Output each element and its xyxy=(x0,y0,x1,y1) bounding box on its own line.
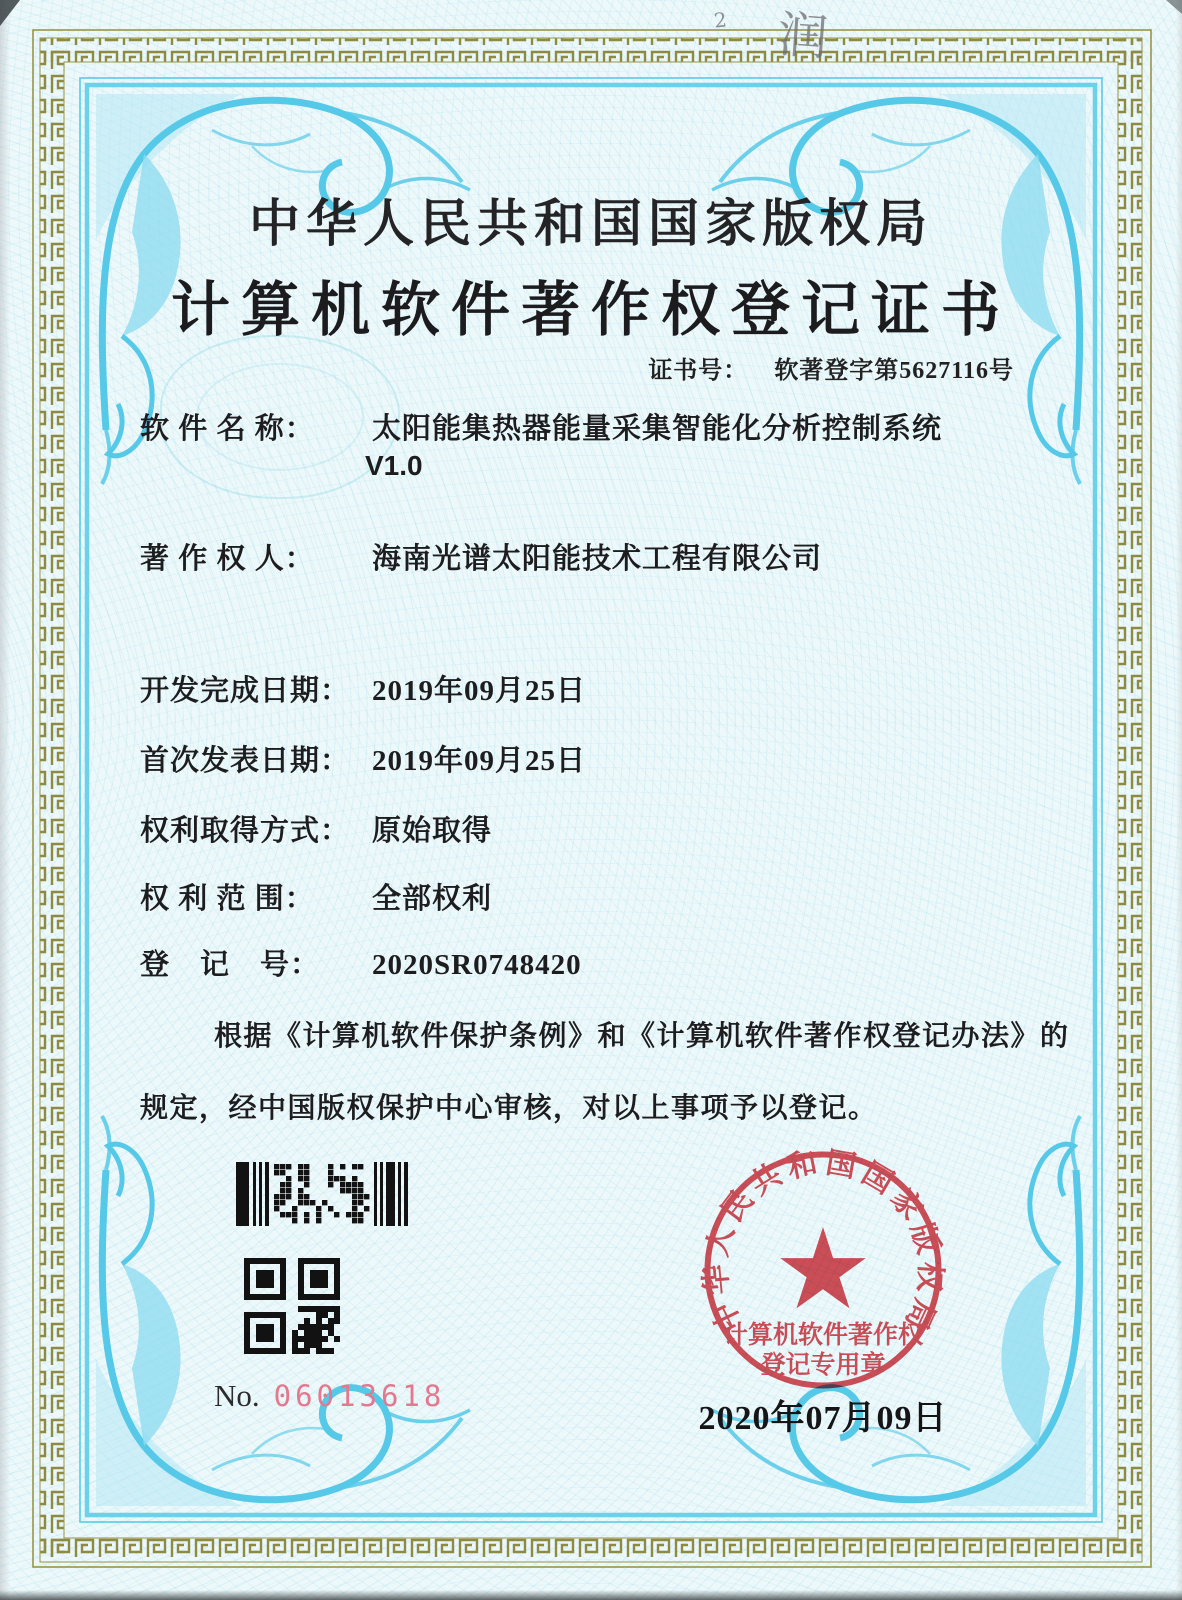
seal-text-line1: 计算机软件著作权 xyxy=(722,1321,924,1349)
field-value: 2020SR0748420 xyxy=(372,949,582,981)
field-label: 软 件 名 称： xyxy=(140,413,315,445)
red-star-icon xyxy=(780,1227,866,1308)
document-title: 计算机软件著作权登记证书 xyxy=(170,277,1011,343)
handwritten-note: 2 xyxy=(712,7,728,33)
statement-line-2: 规定，经中国版权保护中心审核，对以上事项予以登记。 xyxy=(140,1093,878,1124)
serial-number: 06013618 xyxy=(273,1379,446,1413)
seal-text-line2: 登记专用章 xyxy=(760,1351,886,1379)
field-value: 太阳能集热器能量采集智能化分析控制系统 xyxy=(372,413,943,445)
serial-number-row xyxy=(214,1378,445,1414)
field-rights-acquisition xyxy=(140,808,492,849)
field-software-version: V1.0 xyxy=(365,450,423,481)
handwritten-note: 润 xyxy=(775,5,830,67)
official-seal xyxy=(693,1140,959,1406)
field-first-publish-date xyxy=(140,738,586,779)
barcode-graphic xyxy=(236,1162,408,1226)
field-label: 首次发表日期： xyxy=(140,745,351,777)
scan-edge-shadow-bottom xyxy=(0,1590,1182,1600)
field-value: 2019年09月25日 xyxy=(372,675,587,707)
seal-ring-text: 中华人民共和国国家版权局 xyxy=(699,1146,947,1338)
field-value: 原始取得 xyxy=(372,815,493,847)
statement-line-1: 根据《计算机软件保护条例》和《计算机软件著作权登记办法》的 xyxy=(214,1021,1070,1052)
field-label: 权 利 范 围： xyxy=(140,883,315,915)
field-label: 登 记 号： xyxy=(140,949,321,981)
serial-label: No. xyxy=(214,1378,260,1413)
field-label: 开发完成日期： xyxy=(140,675,351,707)
field-registration-number xyxy=(140,942,582,983)
field-value: 海南光谱太阳能技术工程有限公司 xyxy=(372,543,823,575)
field-software-name xyxy=(140,406,942,447)
certificate-number-value: 软著登字第5627116号 xyxy=(774,358,1014,384)
field-label: 权利取得方式： xyxy=(140,815,351,847)
qr-code-graphic xyxy=(244,1258,340,1354)
field-copyright-owner xyxy=(140,536,822,577)
certificate-number-row xyxy=(648,350,1014,385)
issue-date: 2020年07月09日 xyxy=(698,1400,948,1437)
field-rights-scope xyxy=(140,876,492,917)
field-value: 全部权利 xyxy=(372,883,493,915)
field-label: 著 作 权 人： xyxy=(140,543,315,575)
certificate-number-label: 证书号： xyxy=(648,358,749,384)
authority-title: 中华人民共和国国家版权局 xyxy=(248,197,933,253)
field-value: 2019年09月25日 xyxy=(372,745,587,777)
field-dev-complete-date xyxy=(140,668,586,709)
